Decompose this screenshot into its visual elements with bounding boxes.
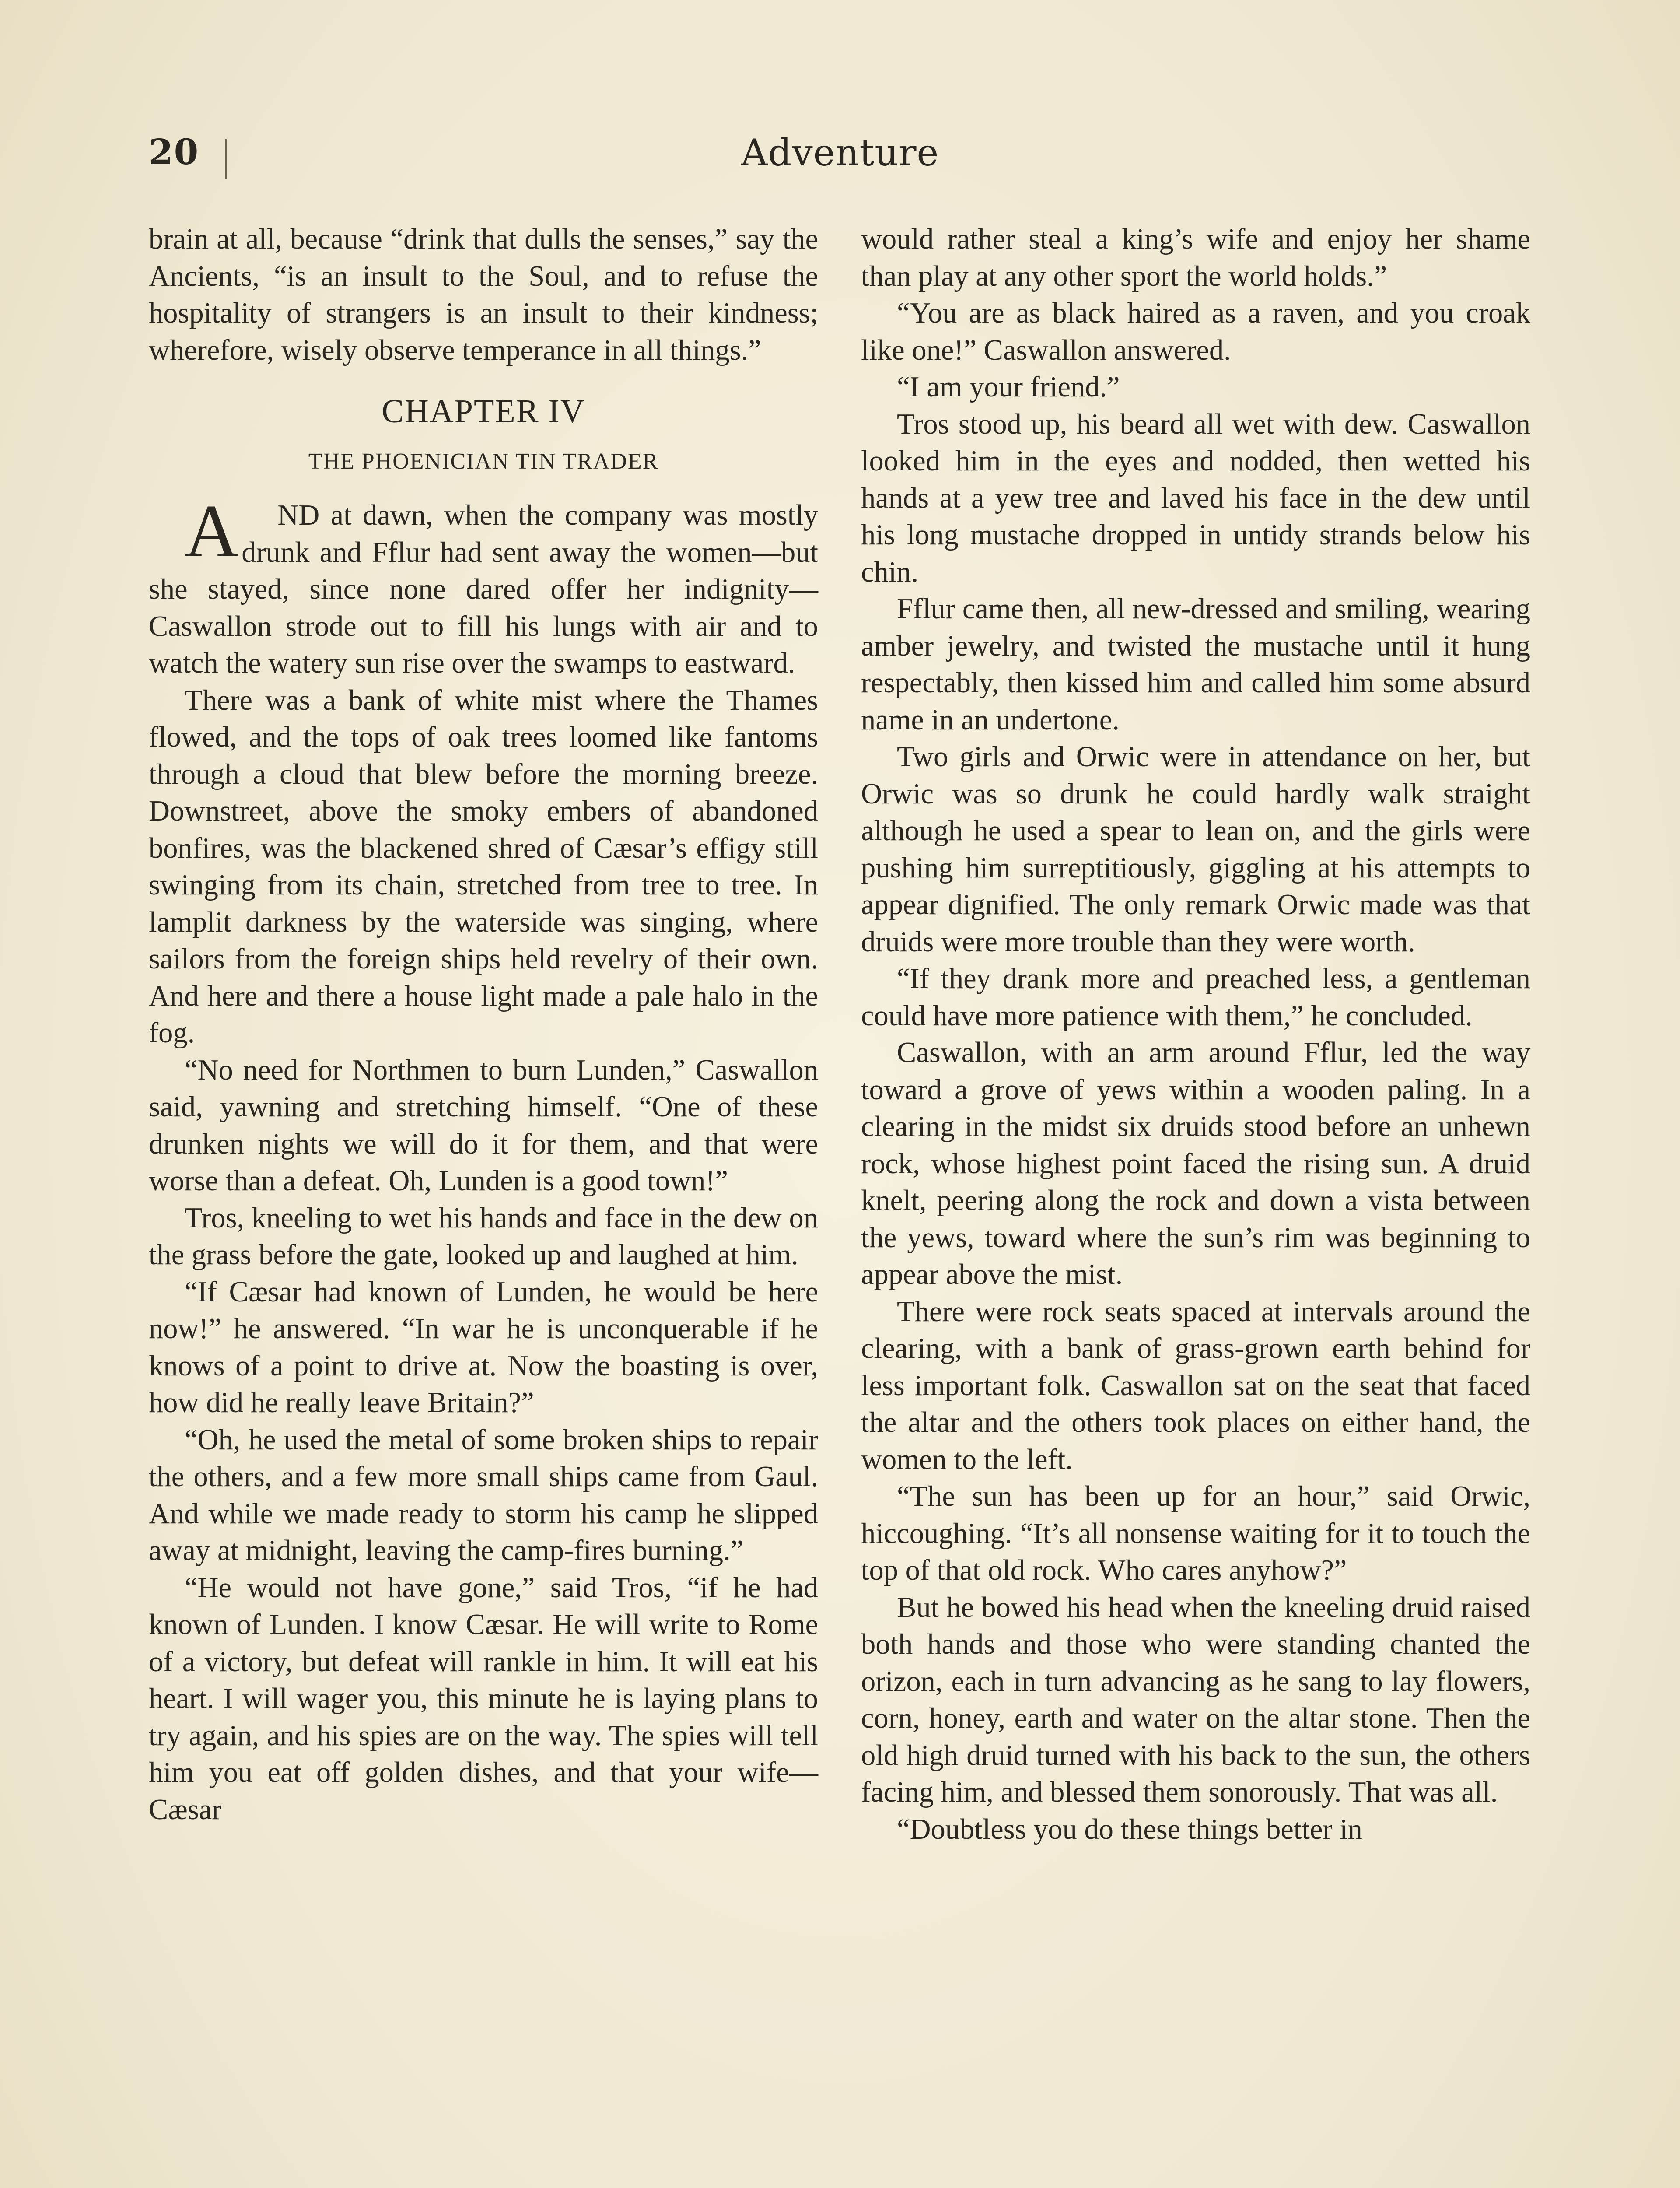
paragraph: There was a bank of white mist where the Thames flowed, and the tops of oak trees loomed like fantoms through a cloud that blew before the morning breeze. Downstreet, above the smoky embers of abandoned bonfires, was the blackened shred of Cæsar’s effigy still swinging from its chain, stretched from tree to tree. In lamplit darkness by the waterside was singing, where sailors from the foreign ships held revelry of their own. And here and there a house light made a pale halo in the fog. [149, 684, 818, 1049]
paragraph: would rather steal a king’s wife and enjoy her shame than play at any other sport the world holds.” [861, 223, 1530, 292]
running-head [149, 131, 1531, 184]
drop-cap: A [185, 490, 239, 573]
magazine-title: Adventure [741, 131, 939, 174]
paragraph: brain at all, because “drink that dulls the senses,” say the Ancients, “is an insult to the Soul, and to refuse the hospitality of strangers is an insult to their kindness; wherefore, wisely observe temperance in all things.” [149, 223, 818, 366]
paragraph: “He would not have gone,” said Tros, “if he had known of Lunden. I know Cæsar. He will write to Rome of a victory, but defeat will rankle in him. It will eat his heart. I will wager you, this minute he is laying plans to try again, and his spies are on the way. The spies will tell him you eat off golden dishes, and that your wife—Cæsar [149, 1571, 818, 1826]
opening-paragraph-text: ND at dawn, when the company was mostly drunk and Fflur had sent away the women—but she stayed, since none dared offer her indignity—Caswallon strode out to fill his lungs with air and to watch the watery sun rise over the swamps to eastward. [149, 499, 818, 679]
paragraph: “If they drank more and preached less, a gentleman could have more patience with them,” he concluded. [861, 963, 1530, 1032]
left-column [149, 221, 818, 1828]
page-number: 20 [149, 131, 200, 172]
paragraph: “I am your friend.” [897, 371, 1120, 403]
paragraph: Caswallon, with an arm around Fflur, led the way toward a grove of yews within a wooden paling. In a clearing in the midst six druids stood before an unhewn rock, whose highest point faced the rising sun. A druid knelt, peering along the rock and down a vista between the yews, toward where the sun’s rim was beginning to appear above the mist. [861, 1037, 1530, 1290]
paragraph: There were rock seats spaced at intervals around the clearing, with a bank of grass-grown earth behind for less important folk. Caswallon sat on the seat that faced the altar and the others took places on either hand, the women to the left. [861, 1295, 1530, 1476]
paragraph: “If Cæsar had known of Lunden, he would be here now!” he answered. “In war he is unconquerable if he knows of a point to drive at. Now the boasting is over, how did he really leave Britain?” [149, 1276, 818, 1419]
paragraph: Two girls and Orwic were in attendance on her, but Orwic was so drunk he could hardly walk straight although he used a spear to lean on, and the girls were pushing him surreptitiously, giggling at his attempts to appear dignified. The only remark Orwic made was that druids were more trouble than they were worth. [861, 741, 1530, 958]
paragraph: “Doubtless you do these things better in [897, 1813, 1362, 1845]
right-column [861, 221, 1530, 1848]
paragraph: Fflur came then, all new-dressed and smiling, wearing amber jewelry, and twisted the mustache until it hung respectably, then kissed him and called him some absurd name in an undertone. [861, 593, 1530, 736]
paragraph: Tros stood up, his beard all wet with dew. Caswallon looked him in the eyes and nodded, then wetted his hands at a yew tree and laved his face in the dew until his long mustache dropped in untidy strands below his chin. [861, 408, 1530, 588]
paragraph: “Oh, he used the metal of some broken ships to repair the others, and a few more small ships came from Gaul. And while we made ready to storm his camp he slipped away at midnight, leaving the camp-fires burning.” [149, 1424, 818, 1567]
chapter-subtitle: THE PHOENICIAN TIN TRADER [308, 449, 659, 474]
chapter-title: CHAPTER IV [382, 393, 585, 430]
paragraph: But he bowed his head when the kneeling druid raised both hands and those who were standing chanted the orizon, each in turn advancing as he sang to lay flowers, corn, honey, earth and water on the altar stone. Then the old high druid turned with his back to the sun, the others facing him, and blessed them sonorously. That was all. [861, 1591, 1530, 1808]
paragraph: Tros, kneeling to wet his hands and face in the dew on the grass before the gate, looked up and laughed at him. [149, 1202, 818, 1271]
paragraph: “The sun has been up for an hour,” said Orwic, hiccoughing. “It’s all nonsense waiting for it to touch the top of that old rock. Who cares anyhow?” [861, 1480, 1530, 1586]
paragraph: “You are as black haired as a raven, and you croak like one!” Caswallon answered. [861, 297, 1530, 366]
opening-paragraph [149, 490, 818, 682]
paragraph: “No need for Northmen to burn Lunden,” Caswallon said, yawning and stretching himself. “One of these drunken nights we will do it for them, and that were worse than a defeat. Oh, Lunden is a good town!” [149, 1054, 818, 1197]
